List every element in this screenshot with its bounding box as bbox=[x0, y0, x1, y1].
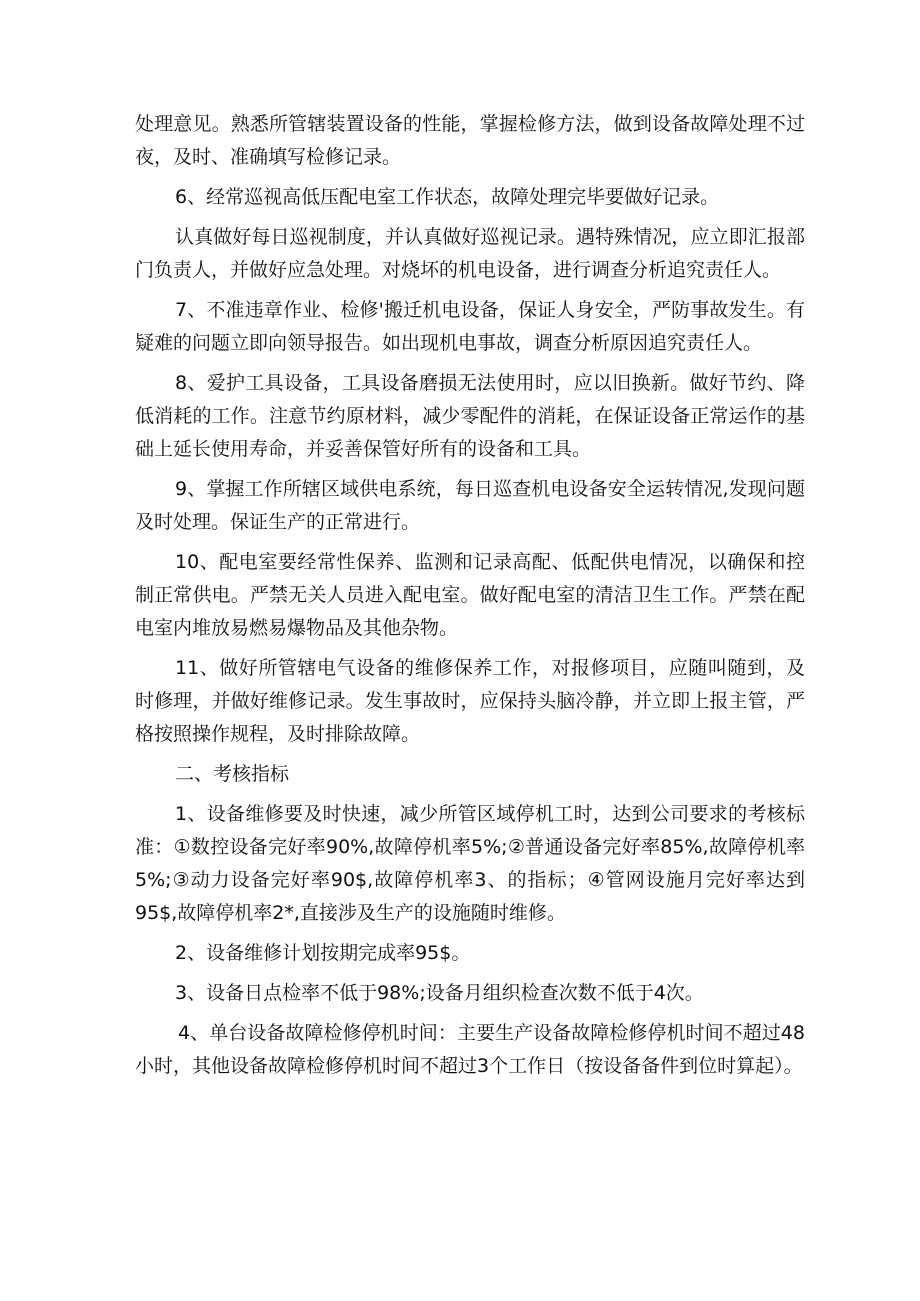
paragraph-item-6: 6、经常巡视高低压配电室工作状态，故障处理完毕要做好记录。 bbox=[175, 186, 720, 208]
paragraph-item-11: 11、做好所管辖电气设备的维修保养工作，对报修项目，应随叫随到，及时修理，并做好维修记录。发生事故时，应保持头脑冷静，并立即上报主管，严格按照操作规程，及时排除故障。 bbox=[135, 657, 805, 745]
paragraph-assessment-1: 1、设备维修要及时快速，减少所管区域停机工时，达到公司要求的考核标准：①数控设备完好率90%,故障停机率5%;②普通设备完好率85%,故障停机率5%;③动力设备完好率90$,故障停机率3、的指标；④管网设施月完好率达到95$,故障停机率2*,直接涉及生产的设施随时维修。 bbox=[135, 803, 805, 924]
paragraph-item-10: 10、配电室要经常性保养、监测和记录高配、低配供电情况，以确保和控制正常供电。严禁无关人员进入配电室。做好配电室的清洁卫生工作。严禁在配电室内堆放易燃易爆物品及其他杂物。 bbox=[135, 551, 805, 639]
paragraph-assessment-4: 4、单台设备故障检修停机时间：主要生产设备故障检修停机时间不超过48小时，其他设备故障检修停机时间不超过3个工作日（按设备备件到位时算起）。 bbox=[135, 1022, 805, 1077]
paragraph-item-9: 9、掌握工作所辖区域供电系统，每日巡查机电设备安全运转情况,发现问题及时处理。保证生产的正常进行。 bbox=[135, 478, 805, 533]
document-body bbox=[135, 108, 805, 1083]
paragraph-assessment-3: 3、设备日点检率不低于98%;设备月组织检查次数不低于4次。 bbox=[175, 982, 704, 1004]
paragraph-inspection-duty: 认真做好每日巡视制度，并认真做好巡视记录。遇特殊情况，应立即汇报部门负责人，并做好应急处理。对烧坏的机电设备，进行调查分析追究责任人。 bbox=[135, 226, 805, 281]
paragraph-item-7: 7、不准违章作业、检修'搬迁机电设备，保证人身安全，严防事故发生。有疑难的问题立即向领导报告。如出现机电事故，调查分析原因追究责任人。 bbox=[135, 299, 805, 354]
paragraph-continuation: 处理意见。熟悉所管辖装置设备的性能，掌握检修方法，做到设备故障处理不过夜，及时、准确填写检修记录。 bbox=[135, 113, 805, 168]
section-heading-assessment: 二、考核指标 bbox=[175, 763, 290, 785]
paragraph-assessment-2: 2、设备维修计划按期完成率95$。 bbox=[175, 942, 471, 964]
paragraph-item-8: 8、爱护工具设备，工具设备磨损无法使用时，应以旧换新。做好节约、降低消耗的工作。注意节约原材料，减少零配件的消耗，在保证设备正常运作的基础上延长使用寿命，并妥善保管好所有的设备和工具。 bbox=[135, 372, 805, 460]
